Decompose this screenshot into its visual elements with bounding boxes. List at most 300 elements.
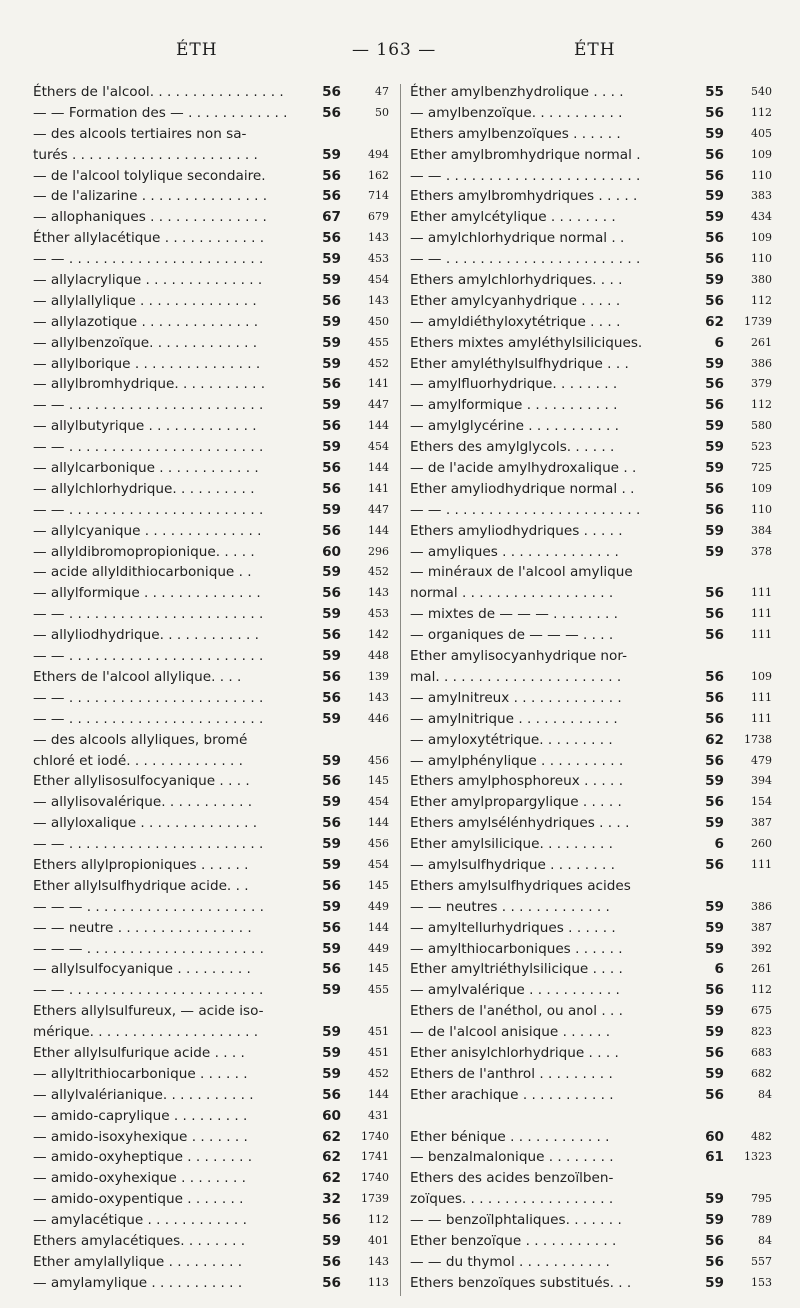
entry-volume: 59 (322, 836, 341, 853)
entry-volume: 56 (322, 668, 341, 685)
entry-label: — amylglycérine . . . . . . . . . . . (410, 418, 620, 435)
entry-volume: 59 (322, 355, 341, 372)
entry-volume: 59 (705, 439, 724, 456)
entry-label: — amylvalérique . . . . . . . . . . . (410, 982, 620, 999)
entry-page: 557 (751, 1254, 772, 1268)
index-entry (410, 646, 772, 667)
entry-volume: 59 (322, 1024, 341, 1041)
entry-page: 144 (368, 920, 389, 934)
index-entry (33, 1189, 393, 1210)
entry-page: 112 (751, 105, 772, 119)
entry-label: Ether amyliodhydrique normal . . (410, 480, 635, 497)
entry-label: Ethers mixtes amyléthylsiliciques. (410, 334, 643, 351)
entry-label: — — . . . . . . . . . . . . . . . . . . . . . . . (410, 501, 641, 518)
index-entry (410, 333, 772, 354)
entry-page: 141 (368, 481, 389, 495)
entry-page: 448 (368, 649, 389, 663)
entry-volume: 56 (322, 815, 341, 832)
index-entry (410, 1189, 772, 1210)
entry-volume: 59 (322, 1044, 341, 1061)
entry-label: Ether amylallylique . . . . . . . . . (33, 1253, 243, 1270)
index-entry (33, 583, 393, 604)
index-entry (410, 437, 772, 458)
entry-page: 142 (368, 628, 389, 642)
entry-label: — — . . . . . . . . . . . . . . . . . . . . . . . (33, 397, 264, 414)
index-entry (410, 354, 772, 375)
page-number: — 163 — (352, 40, 437, 60)
entry-label: — — . . . . . . . . . . . . . . . . . . . . . . . (33, 982, 264, 999)
entry-page: 109 (751, 147, 772, 161)
entry-page: 111 (751, 586, 772, 600)
entry-volume: 59 (322, 856, 341, 873)
entry-label: — amyliques . . . . . . . . . . . . . . (410, 543, 619, 560)
entry-page: 714 (368, 189, 389, 203)
index-entry (33, 1210, 393, 1231)
entry-label: Ether allylsulfurique acide . . . . (33, 1044, 245, 1061)
entry-volume: 59 (322, 940, 341, 957)
entry-volume: 56 (705, 230, 724, 247)
index-entry (410, 918, 772, 939)
entry-volume: 56 (322, 230, 341, 247)
entry-label: — — . . . . . . . . . . . . . . . . . . . . . . . (33, 439, 264, 456)
entry-page: 452 (368, 565, 389, 579)
entry-volume: 59 (322, 1232, 341, 1249)
index-entry (410, 709, 772, 730)
entry-volume: 59 (705, 1191, 724, 1208)
entry-volume: 59 (322, 334, 341, 351)
entry-label: — — . . . . . . . . . . . . . . . . . . . . . . . (410, 167, 641, 184)
index-entry (33, 771, 393, 792)
entry-label: Ethers allylpropioniques . . . . . . (33, 856, 249, 873)
index-entry (33, 103, 393, 124)
entry-label: — — . . . . . . . . . . . . . . . . . . . . . . . (33, 501, 264, 518)
entry-volume: 59 (705, 460, 724, 477)
entry-label: — allylbutyrique . . . . . . . . . . . . . (33, 418, 257, 435)
entry-volume: 59 (705, 940, 724, 957)
index-entry (410, 1001, 772, 1022)
entry-page: 454 (368, 440, 389, 454)
index-entry (410, 416, 772, 437)
index-entry (33, 542, 393, 563)
entry-page: 479 (751, 753, 772, 767)
index-entry (33, 354, 393, 375)
entry-volume: 56 (705, 480, 724, 497)
index-entry (33, 625, 393, 646)
entry-page: 109 (751, 669, 772, 683)
entry-page: 454 (368, 795, 389, 809)
entry-volume: 59 (705, 125, 724, 142)
entry-volume: 59 (322, 146, 341, 163)
entry-volume: 59 (705, 418, 724, 435)
entry-volume: 56 (705, 627, 724, 644)
entry-page: 386 (751, 356, 772, 370)
entry-volume: 56 (322, 627, 341, 644)
index-entry (33, 479, 393, 500)
entry-volume: 59 (705, 815, 724, 832)
entry-page: 84 (758, 1233, 772, 1247)
index-entry (33, 1106, 393, 1127)
entry-volume: 59 (705, 188, 724, 205)
entry-label: — amido-oxypentique . . . . . . . (33, 1191, 244, 1208)
index-entry (33, 792, 393, 813)
entry-page: 141 (368, 377, 389, 391)
entry-page: 431 (368, 1108, 389, 1122)
entry-label: Ether amylsilicique. . . . . . . . . (410, 836, 613, 853)
entry-volume: 56 (322, 188, 341, 205)
entry-page: 387 (751, 816, 772, 830)
entry-volume: 56 (322, 418, 341, 435)
entry-label: zoïques. . . . . . . . . . . . . . . . . . (410, 1191, 614, 1208)
entry-volume: 59 (705, 522, 724, 539)
entry-page: 111 (751, 690, 772, 704)
index-entry (410, 500, 772, 521)
entry-volume: 56 (322, 84, 341, 100)
entry-page: 261 (751, 962, 772, 976)
index-entry (410, 1064, 772, 1085)
entry-page: 682 (751, 1066, 772, 1080)
entry-label: Ether amylcétylique . . . . . . . . (410, 209, 616, 226)
entry-label: — allyliodhydrique. . . . . . . . . . . . (33, 627, 259, 644)
entry-page: 1741 (361, 1150, 389, 1164)
entry-label: Ethers des amylglycols. . . . . . (410, 439, 615, 456)
entry-label: — amylnitreux . . . . . . . . . . . . . (410, 689, 622, 706)
index-entry (33, 855, 393, 876)
entry-label: — — neutre . . . . . . . . . . . . . . . . (33, 919, 252, 936)
entry-page: 113 (368, 1275, 389, 1289)
entry-page: 454 (368, 273, 389, 287)
entry-volume: 62 (322, 1170, 341, 1187)
entry-volume: 62 (322, 1128, 341, 1145)
entry-volume: 56 (705, 1086, 724, 1103)
entry-page: 446 (368, 711, 389, 725)
index-entry (410, 207, 772, 228)
index-entry (33, 395, 393, 416)
entry-page: 110 (751, 168, 772, 182)
entry-page: 675 (751, 1004, 772, 1018)
entry-page: 451 (368, 1045, 389, 1059)
entry-page: 494 (368, 147, 389, 161)
entry-label: — amyldiéthyloxytétrique . . . . (410, 313, 621, 330)
header-right: ÉTH (574, 40, 616, 60)
entry-page: 50 (375, 105, 389, 119)
entry-page: 449 (368, 941, 389, 955)
entry-page: 1738 (744, 732, 772, 746)
entry-label: — allylazotique . . . . . . . . . . . . . . (33, 313, 259, 330)
entry-label: — allylbromhydrique. . . . . . . . . . . (33, 376, 266, 393)
entry-label: — minéraux de l'alcool amylique (410, 564, 633, 581)
entry-label: — allylvalérianique. . . . . . . . . . . (33, 1086, 254, 1103)
entry-label: Ether bénique . . . . . . . . . . . . (410, 1128, 610, 1145)
entry-page: 139 (368, 669, 389, 683)
entry-page: 111 (751, 857, 772, 871)
entry-volume: 56 (322, 1274, 341, 1291)
entry-volume: 6 (714, 334, 724, 351)
index-entry (33, 1001, 393, 1022)
index-entry (33, 751, 393, 772)
entry-page: 145 (368, 774, 389, 788)
entry-label: Ether allylisosulfocyanique . . . . (33, 773, 250, 790)
entry-label: mal. . . . . . . . . . . . . . . . . . . . . . (410, 668, 622, 685)
entry-label: — benzalmalonique . . . . . . . . (410, 1149, 614, 1166)
entry-page: 451 (368, 1025, 389, 1039)
index-entry (33, 562, 393, 583)
entry-page: 725 (751, 461, 772, 475)
entry-label: — amylbenzoïque. . . . . . . . . . . (410, 104, 623, 121)
entry-page: 153 (751, 1275, 772, 1289)
entry-page: 823 (751, 1025, 772, 1039)
entry-label: Ethers de l'anthrol . . . . . . . . . (410, 1065, 613, 1082)
entry-label: — — du thymol . . . . . . . . . . . (410, 1253, 610, 1270)
right-column (410, 82, 772, 1294)
entry-label: — amyloxytétrique. . . . . . . . . (410, 731, 613, 748)
entry-label: — de l'alcool anisique . . . . . . (410, 1024, 611, 1041)
entry-page: 452 (368, 1066, 389, 1080)
index-entry (410, 834, 772, 855)
index-entry (33, 1064, 393, 1085)
entry-page: 383 (751, 189, 772, 203)
index-entry (33, 1273, 393, 1294)
entry-page: 455 (368, 335, 389, 349)
entry-page: 143 (368, 231, 389, 245)
entry-volume: 59 (322, 794, 341, 811)
entry-page: 143 (368, 586, 389, 600)
entry-volume: 56 (705, 668, 724, 685)
entry-label: — — . . . . . . . . . . . . . . . . . . . . . . . (410, 251, 641, 268)
entry-page: 380 (751, 273, 772, 287)
index-entry (33, 333, 393, 354)
entry-volume: 56 (322, 877, 341, 894)
entry-volume: 56 (705, 146, 724, 163)
index-entry (33, 312, 393, 333)
entry-label: Ethers allylsulfureux, — acide iso- (33, 1003, 264, 1020)
entry-label: — allylisovalérique. . . . . . . . . . . (33, 794, 253, 811)
entry-volume: 59 (705, 898, 724, 915)
entry-volume: 56 (322, 522, 341, 539)
index-entry (33, 437, 393, 458)
entry-label: Ethers benzoïques substitués. . . (410, 1274, 632, 1291)
index-entry (410, 1231, 772, 1252)
index-entry (410, 1168, 772, 1189)
entry-volume: 56 (322, 961, 341, 978)
entry-volume: 56 (322, 773, 341, 790)
entry-page: 386 (751, 899, 772, 913)
entry-label: — — . . . . . . . . . . . . . . . . . . . . . . . (33, 648, 264, 665)
entry-volume: 61 (705, 1149, 724, 1166)
entry-label: — amylchlorhydrique normal . . (410, 230, 625, 247)
entry-page: 447 (368, 398, 389, 412)
entry-page: 112 (751, 293, 772, 307)
entry-label: — de l'acide amylhydroxalique . . (410, 460, 637, 477)
index-entry (33, 604, 393, 625)
entry-volume: 59 (322, 439, 341, 456)
entry-label: — allylacrylique . . . . . . . . . . . . . . (33, 272, 263, 289)
index-entry (410, 625, 772, 646)
entry-page: 679 (368, 210, 389, 224)
index-entry (410, 771, 772, 792)
index-entry (410, 542, 772, 563)
entry-page: 540 (751, 85, 772, 98)
index-entry (410, 374, 772, 395)
entry-label: — amylamylique . . . . . . . . . . . (33, 1274, 243, 1291)
index-entry (33, 918, 393, 939)
entry-volume: 56 (705, 1044, 724, 1061)
index-entry (410, 1106, 772, 1127)
index-entry (33, 834, 393, 855)
entry-volume: 59 (705, 1024, 724, 1041)
index-entry (410, 458, 772, 479)
entry-volume: 56 (705, 501, 724, 518)
entry-label: — amyltellurhydriques . . . . . . (410, 919, 616, 936)
entry-label: — amylformique . . . . . . . . . . . (410, 397, 618, 414)
index-entry (33, 416, 393, 437)
entry-page: 523 (751, 440, 772, 454)
entry-volume: 32 (322, 1191, 341, 1208)
entry-label: Ether anisylchlorhydrique . . . . (410, 1044, 619, 1061)
entry-volume: 59 (705, 1003, 724, 1020)
index-entry (410, 813, 772, 834)
entry-page: 580 (751, 419, 772, 433)
entry-page: 144 (368, 1087, 389, 1101)
index-entry (33, 709, 393, 730)
entry-label: — amido-oxyhexique . . . . . . . . (33, 1170, 246, 1187)
entry-label: — des alcools tertiaires non sa- (33, 125, 247, 142)
entry-volume: 56 (705, 982, 724, 999)
entry-label: — allylbenzoïque. . . . . . . . . . . . . (33, 334, 258, 351)
entry-page: 296 (368, 544, 389, 558)
entry-label: Ethers amyliodhydriques . . . . . (410, 522, 623, 539)
entry-page: 111 (751, 628, 772, 642)
index-entry (33, 1127, 393, 1148)
index-entry (410, 939, 772, 960)
index-entry (410, 855, 772, 876)
index-entry (410, 145, 772, 166)
entry-label: Ethers de l'alcool allylique. . . . (33, 668, 242, 685)
index-entry (33, 1168, 393, 1189)
entry-page: 454 (368, 857, 389, 871)
entry-label: Ethers amylsélénhydriques . . . . (410, 815, 630, 832)
entry-label: — allylborique . . . . . . . . . . . . . . . (33, 355, 261, 372)
index-entry (410, 521, 772, 542)
entry-label: Ether amylisocyanhydrique nor- (410, 648, 627, 665)
entry-page: 447 (368, 502, 389, 516)
entry-volume: 67 (322, 209, 341, 226)
entry-page: 111 (751, 607, 772, 621)
index-entry (33, 1085, 393, 1106)
entry-page: 456 (368, 753, 389, 767)
entry-label: — — . . . . . . . . . . . . . . . . . . . . . . . (33, 710, 264, 727)
entry-volume: 59 (322, 606, 341, 623)
entry-label: — — . . . . . . . . . . . . . . . . . . . . . . . (33, 606, 264, 623)
entry-volume: 56 (705, 167, 724, 184)
entry-volume: 59 (322, 272, 341, 289)
index-entry (33, 458, 393, 479)
entry-page: 683 (751, 1045, 772, 1059)
entry-volume: 62 (322, 1149, 341, 1166)
entry-volume: 59 (705, 1212, 724, 1229)
index-entry (33, 374, 393, 395)
entry-label: — allophaniques . . . . . . . . . . . . . . (33, 209, 267, 226)
index-entry (410, 562, 772, 583)
entry-label: Ethers des acides benzoïlben- (410, 1170, 614, 1187)
entry-page: 450 (368, 314, 389, 328)
entry-volume: 59 (322, 710, 341, 727)
entry-volume: 59 (322, 564, 341, 581)
header-left: ÉTH (176, 40, 218, 60)
entry-page: 392 (751, 941, 772, 955)
entry-volume: 56 (322, 1212, 341, 1229)
entry-volume: 59 (322, 1065, 341, 1082)
index-entry (33, 186, 393, 207)
entry-volume: 59 (322, 648, 341, 665)
entry-label: — amylphénylique . . . . . . . . . . (410, 752, 624, 769)
entry-volume: 56 (705, 752, 724, 769)
entry-label: Ethers amylsulfhydriques acides (410, 877, 631, 894)
entry-volume: 56 (322, 460, 341, 477)
entry-label: — amido-oxyheptique . . . . . . . . (33, 1149, 253, 1166)
index-entry (33, 1022, 393, 1043)
entry-label: — de l'alizarine . . . . . . . . . . . . . . . (33, 188, 268, 205)
index-entry (33, 124, 393, 145)
entry-label: Éther amylbenzhydrolique . . . . (410, 84, 624, 100)
entry-volume: 56 (705, 856, 724, 873)
index-entry (410, 897, 772, 918)
entry-volume: 56 (322, 585, 341, 602)
entry-page: 162 (368, 168, 389, 182)
entry-volume: 56 (322, 104, 341, 121)
entry-label: — — . . . . . . . . . . . . . . . . . . . . . . . (33, 836, 264, 853)
entry-page: 456 (368, 837, 389, 851)
entry-volume: 56 (705, 251, 724, 268)
entry-label: — — neutres . . . . . . . . . . . . . (410, 898, 610, 915)
entry-volume: 60 (322, 1107, 341, 1124)
index-entry (33, 939, 393, 960)
entry-page: 143 (368, 690, 389, 704)
index-entry (33, 1147, 393, 1168)
index-entry (33, 667, 393, 688)
entry-page: 144 (368, 461, 389, 475)
entry-page: 455 (368, 983, 389, 997)
index-entry (33, 1252, 393, 1273)
entry-page: 1323 (744, 1150, 772, 1164)
entry-page: 1740 (361, 1171, 389, 1185)
entry-volume: 59 (705, 919, 724, 936)
entry-page: 482 (751, 1129, 772, 1143)
entry-volume: 59 (322, 898, 341, 915)
entry-label: — allyltrithiocarbonique . . . . . . (33, 1065, 248, 1082)
entry-label: — allylformique . . . . . . . . . . . . . . (33, 585, 261, 602)
entry-page: 394 (751, 774, 772, 788)
entry-label: Éthers de l'alcool. . . . . . . . . . . . . . . . (33, 84, 284, 100)
entry-label: — allylallylique . . . . . . . . . . . . . . (33, 292, 257, 309)
entry-volume: 59 (705, 543, 724, 560)
entry-volume: 56 (322, 689, 341, 706)
entry-label: Ethers amylacétiques. . . . . . . . (33, 1232, 246, 1249)
entry-page: 47 (375, 85, 389, 98)
entry-volume: 59 (322, 501, 341, 518)
entry-label: Ethers amylchlorhydriques. . . . (410, 272, 623, 289)
index-entry (33, 730, 393, 751)
entry-page: 109 (751, 231, 772, 245)
index-entry (33, 228, 393, 249)
index-entry (33, 500, 393, 521)
index-entry (410, 959, 772, 980)
entry-page: 143 (368, 293, 389, 307)
entry-label: Ethers de l'anéthol, ou anol . . . (410, 1003, 623, 1020)
entry-label: — amylacétique . . . . . . . . . . . . (33, 1212, 247, 1229)
index-entry (410, 876, 772, 897)
index-entry (33, 145, 393, 166)
entry-page: 453 (368, 607, 389, 621)
